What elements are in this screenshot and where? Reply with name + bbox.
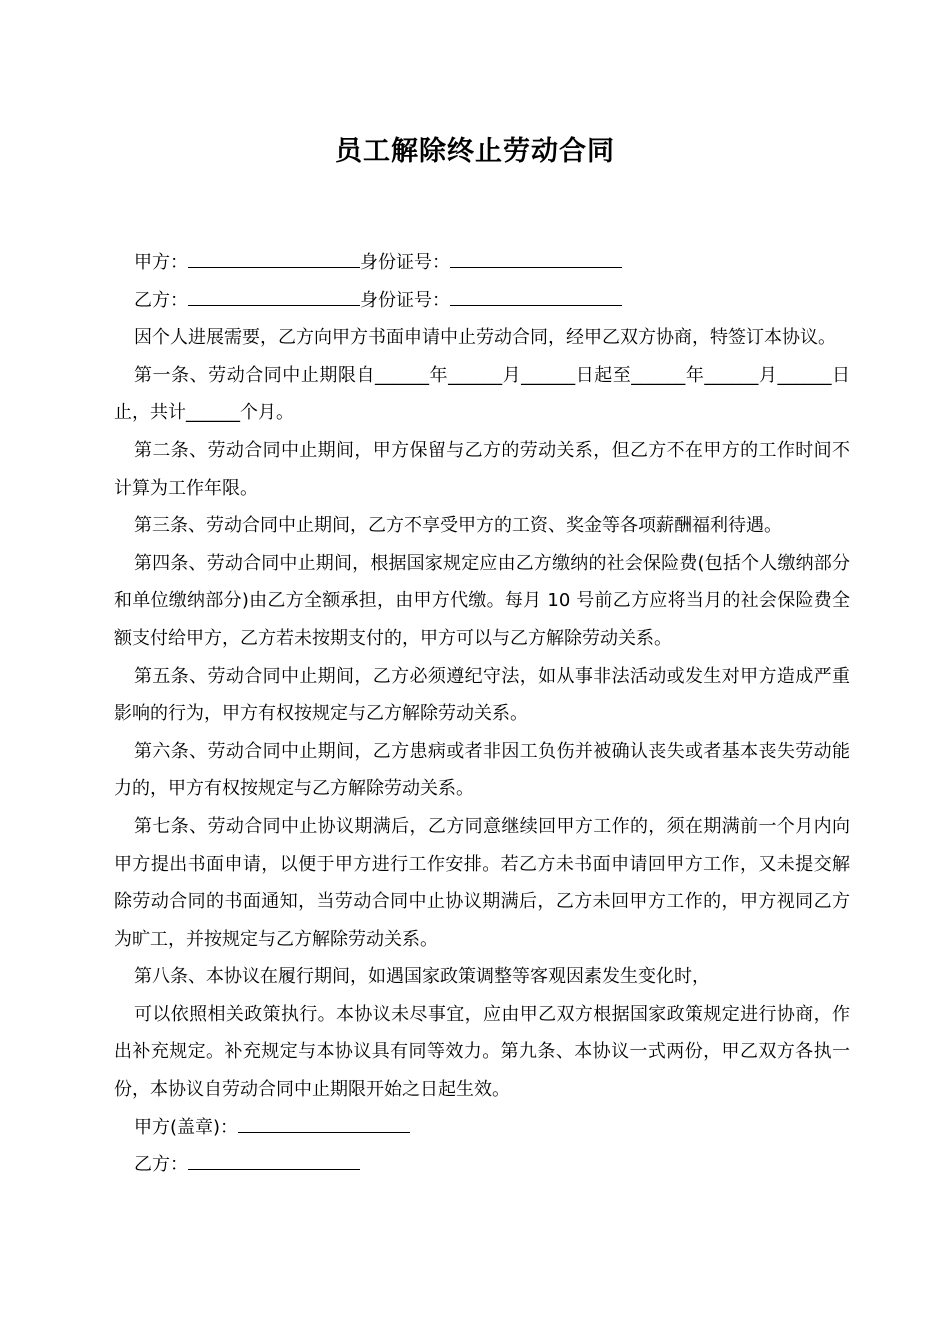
document-body	[114, 244, 850, 1184]
article-4: 第四条、劳动合同中止期间，根据国家规定应由乙方缴纳的社会保险费(包括个人缴纳部分和单位缴纳部分)由乙方全额承担，由甲方代缴。每月 10 号前乙方应将当月的社会保险费全额支付给甲方，乙方若未按期支付的，甲方可以与乙方解除劳动关系。	[114, 552, 850, 649]
article-3: 第三条、劳动合同中止期间，乙方不享受甲方的工资、奖金等各项薪酬福利待遇。	[134, 515, 782, 537]
article-5: 第五条、劳动合同中止期间，乙方必须遵纪守法，如从事非法活动或发生对甲方造成严重影响的行为，甲方有权按规定与乙方解除劳动关系。	[114, 665, 850, 725]
party-a-id-blank	[450, 249, 622, 268]
party-a-name-blank	[188, 249, 360, 268]
party-b-id-label: 身份证号：	[360, 289, 450, 311]
party-b-name-blank	[188, 287, 360, 306]
signature-b-label: 乙方：	[134, 1154, 188, 1176]
document-title: 员工解除终止劳动合同	[335, 136, 615, 167]
signature-b-row	[114, 1146, 850, 1184]
party-a-row	[114, 244, 850, 282]
article-8: 第八条、本协议在履行期间，如遇国家政策调整等客观因素发生变化时，	[134, 966, 710, 988]
party-b-id-blank	[450, 287, 622, 306]
party-b-row	[114, 282, 850, 320]
article-8-continuation: 可以依照相关政策执行。本协议未尽事宜，应由甲乙双方根据国家政策规定进行协商，作出补充规定。补充规定与本协议具有同等效力。第九条、本协议一式两份，甲乙双方各执一份，本协议自劳动合同中止期限开始之日起生效。	[114, 1003, 850, 1101]
article-7: 第七条、劳动合同中止协议期满后，乙方同意继续回甲方工作的，须在期满前一个月内向甲方提出书面申请，以便于甲方进行工作安排。若乙方未书面申请回甲方工作，又未提交解除劳动合同的书面通知，当劳动合同中止协议期满后，乙方未回甲方工作的，甲方视同乙方为旷工，并按规定与乙方解除劳动关系。	[114, 815, 850, 950]
signature-a-blank	[238, 1114, 410, 1133]
party-a-label: 甲方：	[134, 252, 188, 273]
signature-b-blank	[188, 1151, 360, 1170]
article-6: 第六条、劳动合同中止期间，乙方患病或者非因工负伤并被确认丧失或者基本丧失劳动能力的，甲方有权按规定与乙方解除劳动关系。	[114, 740, 850, 800]
party-a-id-label: 身份证号：	[360, 252, 450, 273]
signature-a-row	[114, 1109, 850, 1147]
article-1: 第一条、劳动合同中止期限自______年______月______日起至______年______月______日止，共计______个月。	[114, 364, 850, 424]
intro-paragraph: 因个人进展需要，乙方向甲方书面申请中止劳动合同，经甲乙双方协商，特签订本协议。	[134, 327, 836, 349]
party-b-label: 乙方：	[134, 289, 188, 311]
article-2: 第二条、劳动合同中止期间，甲方保留与乙方的劳动关系，但乙方不在甲方的工作时间不计算为工作年限。	[114, 439, 850, 499]
signature-a-label: 甲方(盖章)：	[134, 1116, 239, 1138]
